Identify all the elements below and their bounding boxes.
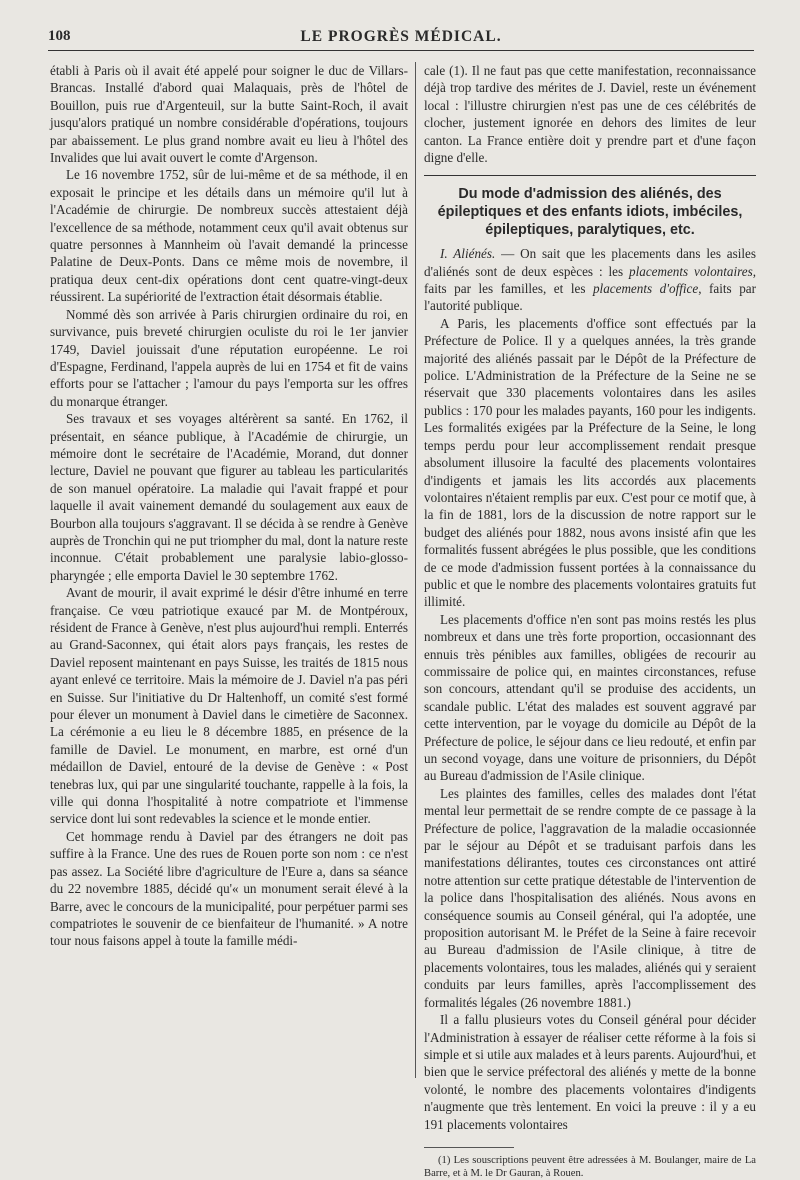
left-paragraph-5: Avant de mourir, il avait exprimé le désir d'être inhumé en terre française. Ce vœu patriotique exaucé par M. de Montpéroux, résident de France à Genève, n'est plus aujourd'hui rempli. Enterrés au Grand-Saconnex, qui était alors pays français, les restes de Daviel reposent maintenant en pays Suisse, les traités de 1815 nous ayant enlevé ce territoire. Mais la mémoire de J. Daviel n'a pas péri en Suisse. Sur l'initiative du Dr Haltenhoff, un comité s'est formé pour élever un monument à Daviel dans le cimetière de Saconnex. La cérémonie a eu lieu le 8 décembre 1885, en présence de la famille de Daviel. Le monument, en marbre, est orné d'un médaillon de Daviel, entouré de la devise de Genève : « Post tenebras lux, qui par une singularité touchante, rappelle à la fois, la ville qui donna l'hospitalité à notre compatriote et l'immense service dont lui sont redevables la science et le monde entier.	[50, 585, 408, 827]
journal-title: LE PROGRÈS MÉDICAL.	[300, 28, 502, 45]
left-paragraph-2: Le 16 novembre 1752, sûr de lui-même et de sa méthode, il en exposait le principe et les détails dans un mémoire qu'il lut à l'Académie de chirurgie. De nombreux succès attestaient déjà l'excellence de sa méthode, notamment ceux qu'il avait obtenus sur quatre personnes à Mannheim où l'avait demandé la princesse Palatine de Deux-Ponts. Dans ce même mois de novembre, il pratiqua deux cent-dix opérations dont cent quatre-vingt-deux réussirent. La supériorité de l'extraction était désormais établie.	[50, 167, 408, 305]
article-title: Du mode d'admission des aliénés, des épileptiques et des enfants idiots, imbéciles, épileptiques, paralytiques, etc.	[437, 186, 743, 238]
section-intro-paragraph	[424, 245, 756, 315]
left-paragraph-6: Cet hommage rendu à Daviel par des étrangers ne doit pas suffire à la France. Une des rues de Rouen porte son nom : ce n'est pas assez. La Société libre d'agriculture de l'Eure a, dans sa séance du 22 novembre 1885, décidé qu'« un monument serait élevé à la Barre, avec le concours de la municipalité, pour perpétuer parmi ses compatriotes le souvenir de ce bienfaiteur de l'humanité. » A notre tour nous faisons appel à toute la famille médi-	[50, 828, 408, 949]
section-label: I. Aliénés.	[440, 246, 496, 262]
footnote-rule	[424, 1147, 514, 1148]
page-number: 108	[48, 28, 71, 44]
term-office-placements: placements d'office	[592, 281, 699, 297]
right-paragraph-2: Les placements d'office n'en sont pas moins restés les plus nombreux et dans une très forte proportion, occasionnant des ennuis très pénibles aux familles, obligées de recourir au commissaire de police qui, en maintes circonstances, refuse son concours, attendant qu'il se produise des accidents, un scandale public. L'état des malades est souvent aggravé par cette intervention, par le voyage du domicile au Dépôt de la Préfecture de police, le séjour dans ce lieu redouté, et enfin par un second voyage, dans une voiture de prisonniers, du Dépôt au Bureau d'admission de l'Asile clinique.	[424, 611, 756, 784]
left-paragraph-1: établi à Paris où il avait été appelé pour soigner le duc de Villars-Brancas. Installé d'abord quai Malaquais, près de l'hôtel de Bouillon, puis rue d'Argenteuil, sur la butte Saint-Roch, il avait jusqu'alors pratiqué un nombre considérable d'opérations, toujours par abaissement. Le plus grand nombre avait eu lieu à l'hôtel des Invalides que lui avait ouvert le comte d'Argenson.	[50, 63, 408, 166]
section-intro-text: — On sait que les placements dans les asiles d'aliénés sont de deux espèces : les	[424, 246, 756, 279]
left-paragraph-4: Ses travaux et ses voyages altérèrent sa santé. En 1762, il présentait, en séance publique, à l'Académie de chirurgie, un mémoire dont le secrétaire de l'Académie, Morand, dut donner lecture, Daviel ne pouvant que figurer au tableau les particularités de son manuel opératoire. La maladie qui l'avait frappé et pour laquelle il avait vainement demandé du soulagement aux eaux de Bourbon alla toujours s'aggravant. Il se décida à se rendre à Genève auprès de Tronchin qui ne put triompher du mal, dont la nature reste inconnue. C'était probablement une paralysie labio-glosso-pharyngée ; elle emporta Daviel le 30 septembre 1762.	[50, 411, 409, 583]
right-paragraph-3: Les plaintes des familles, celles des malades dont l'état mental leur permettait de se rendre compte de ce passage à la Préfecture de police, l'aggravation de la maladie occasionnée par le séjour au Dépôt et se traduisant parfois dans les manifestations délirantes, toutes ces circonstances ont attiré notre attention sur cette pratique détestable de l'intervention de la police dans l'hospitalisation des aliénés. Nous avons en conséquence soumis au Conseil général, qui l'a adoptée, une proposition autorisant M. le Préfet de la Seine à faire recevoir au Bureau d'admission de l'Asile clinique, à titre de placements volontaires, tous les malades, aliénés qui y seraient conduits par leurs familles, après l'accomplissement des formalités légales (26 novembre 1881.)	[424, 785, 756, 1010]
section-end-text: , faits par l'autorité publique.	[424, 281, 757, 314]
right-continuation: cale (1). Il ne faut pas que cette manifestation, reconnaissance déjà trop tardive des mérites de J. Daviel, reste un événement local : l'illustre chirurgien n'est pas une de ces célébrités de clocher, justement ignorée en dehors des limites de leur canton. La France entière doit y prendre part et d'une façon digne d'elle.	[424, 63, 756, 166]
page-header	[48, 24, 754, 51]
column-divider	[415, 62, 416, 1078]
left-column	[50, 62, 408, 950]
term-voluntary-placements: placements volontaires	[629, 263, 753, 279]
section-mid-text: , faits par les familles, et les	[424, 263, 756, 297]
right-paragraph-4: Il a fallu plusieurs votes du Conseil général pour décider l'Administration à essayer de réaliser cette réforme à la fois si simple et si utile aux malades et à leurs parents. Aujourd'hui, et bien que le service préfectoral des aliénés y mette de la bonne volonté, le nombre des placements volontaires d'indigents n'augmente que très lentement. En voici la preuve : il y a eu 191 placements volontaires	[424, 1012, 756, 1132]
footnote: (1) Les souscriptions peuvent être adressées à M. Boulanger, maire de La Barre, et à M. le Dr Gauran, à Rouen.	[424, 1154, 756, 1179]
left-paragraph-3: Nommé dès son arrivée à Paris chirurgien ordinaire du roi, en survivance, puis breveté chirurgien oculiste du roi le 1er janvier 1749, Daviel jouissait d'une réputation européenne. Le roi d'Espagne, Ferdinand, l'appela auprès de lui en 1754 et fit de vains efforts pour se l'attacher ; l'amour du pays l'emporta sur les offres du monarque étranger.	[50, 306, 408, 409]
right-paragraph-1: A Paris, les placements d'office sont effectués par la Préfecture de Police. Il y a quelques années, la très grande majorité des aliénés passait par le Dépôt de la Préfecture de police. L'Administration de la Préfecture de la Seine ne se réservait que 330 placements volontaires dans les asiles publics : 170 pour les malades payants, 160 pour les indigents. Les formalités exigées par la Préfecture de la Seine, le long temps perdu pour leur accomplissement rendait presque absolument illusoire la faculté des placements volontaires d'indigents et jamais les lits accordés aux placements volontaires n'étaient remplis par eux. C'est pour ce motif que, à la fin de 1881, lors de la discussion de notre rapport sur le budget des aliénés pour 1882, nous avons insisté afin que les formalités fussent abrégées le plus possible, que les conditions de ce mode d'admission fussent portées à la connaissance du public et que le nombre des placements volontaires gratuits fut illimité.	[424, 315, 756, 610]
article-title-rule	[424, 175, 756, 176]
right-column	[424, 62, 756, 1180]
